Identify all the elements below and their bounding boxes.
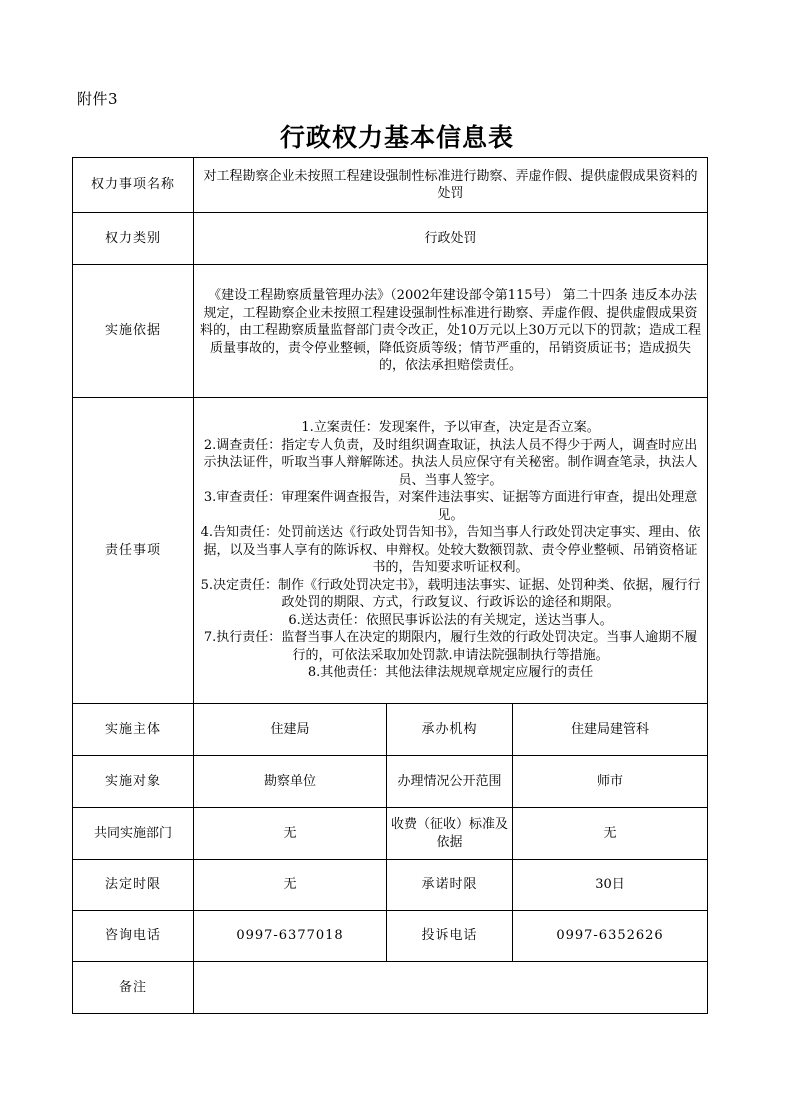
row-category: [73, 213, 708, 265]
handling-agency-value: 住建局建管科: [513, 704, 708, 756]
responsibility-item: 5.决定责任：制作《行政处罚决定书》，载明违法事实、证据、处罚种类、依据，履行行政处罚的期限、方式，行政复议、行政诉讼的途径和期限。: [200, 577, 701, 611]
page-title: 行政权力基本信息表: [279, 123, 514, 152]
consult-phone-value: 0997-6377018: [194, 911, 387, 962]
promised-time-value: 30日: [513, 860, 708, 911]
row-item-name: [73, 158, 708, 213]
disclosure-scope-label: 办理情况公开范围: [387, 756, 513, 808]
joint-dept-value: 无: [194, 808, 387, 860]
item-name-value: 对工程勘察企业未按照工程建设强制性标准进行勘察、弄虚作假、提供虚假成果资料的处罚: [194, 158, 708, 213]
attachment-label: 附件3: [77, 90, 119, 108]
row-remarks: [73, 962, 708, 1014]
complaint-phone-label: 投诉电话: [387, 911, 513, 962]
consult-phone-label: 咨询电话: [73, 911, 194, 962]
basis-value: [194, 265, 708, 398]
item-name-label: 权力事项名称: [73, 158, 194, 213]
row-responsibilities: [73, 398, 708, 704]
info-table: [72, 157, 708, 1014]
target-value: 勘察单位: [194, 756, 387, 808]
remarks-label: 备注: [73, 962, 194, 1014]
fee-standard-label: 收费（征收）标准及依据: [387, 808, 513, 860]
category-label: 权力类别: [73, 213, 194, 265]
row-basis: [73, 265, 708, 398]
joint-dept-label: 共同实施部门: [73, 808, 194, 860]
responsibilities-label: 责任事项: [73, 398, 194, 704]
responsibility-item: 2.调查责任：指定专人负责，及时组织调查取证，执法人员不得少于两人，调查时应出示执法证件，听取当事人辩解陈述。执法人员应保守有关秘密。制作调查笔录，执法人员、当事人签字。: [203, 437, 698, 488]
complaint-phone-value: 0997-6352626: [513, 911, 708, 962]
legal-time-label: 法定时限: [73, 860, 194, 911]
subject-value: 住建局: [194, 704, 387, 756]
row-target: [73, 756, 708, 808]
responsibility-item: 4.告知责任：处罚前送达《行政处罚告知书》，告知当事人行政处罚决定事实、理由、依据，以及当事人享有的陈诉权、申辩权。处较大数额罚款、责令停业整顿、吊销资格证书的，告知要求听证权利。: [200, 525, 701, 576]
subject-label: 实施主体: [73, 704, 194, 756]
promised-time-label: 承诺时限: [387, 860, 513, 911]
responsibility-item: 6.送达责任：依照民事诉讼法的有关规定，送达当事人。: [288, 612, 613, 628]
disclosure-scope-value: 师市: [513, 756, 708, 808]
legal-time-value: 无: [194, 860, 387, 911]
row-subject: [73, 704, 708, 756]
basis-text: 《建设工程勘察质量管理办法》（2002年建设部令第115号） 第二十四条 违反本办法规定，工程勘察企业未按照工程建设强制性标准进行勘察、弄虚作假、提供虚假成果资料的，由工程勘察质量监督部门责令改正，处10万元以上30万元以下的罚款；造成工程质量事故的，责令停业整顿，降低资质等级；情节严重的，吊销资质证书；造成损失的，依法承担赔偿责任。: [199, 288, 702, 374]
responsibility-item: 1.立案责任：发现案件，予以审查，决定是否立案。: [301, 420, 600, 436]
handling-agency-label: 承办机构: [387, 704, 513, 756]
responsibility-item: 8.其他责任：其他法律法规规章规定应履行的责任: [307, 665, 594, 681]
row-joint: [73, 808, 708, 860]
row-phone: [73, 911, 708, 962]
basis-label: 实施依据: [73, 265, 194, 398]
responsibility-item: 7.执行责任：监督当事人在决定的期限内，履行生效的行政处罚决定。当事人逾期不履行的，可依法采取加处罚款.申请法院强制执行等措施。: [203, 630, 698, 663]
target-label: 实施对象: [73, 756, 194, 808]
category-value: 行政处罚: [194, 213, 708, 265]
fee-standard-value: 无: [513, 808, 708, 860]
responsibilities-list: [194, 398, 708, 704]
responsibility-item: 3.审查责任：审理案件调查报告，对案件违法事实、证据等方面进行审查，提出处理意见。: [203, 490, 698, 523]
remarks-value: [194, 962, 708, 1014]
row-time-limit: [73, 860, 708, 911]
